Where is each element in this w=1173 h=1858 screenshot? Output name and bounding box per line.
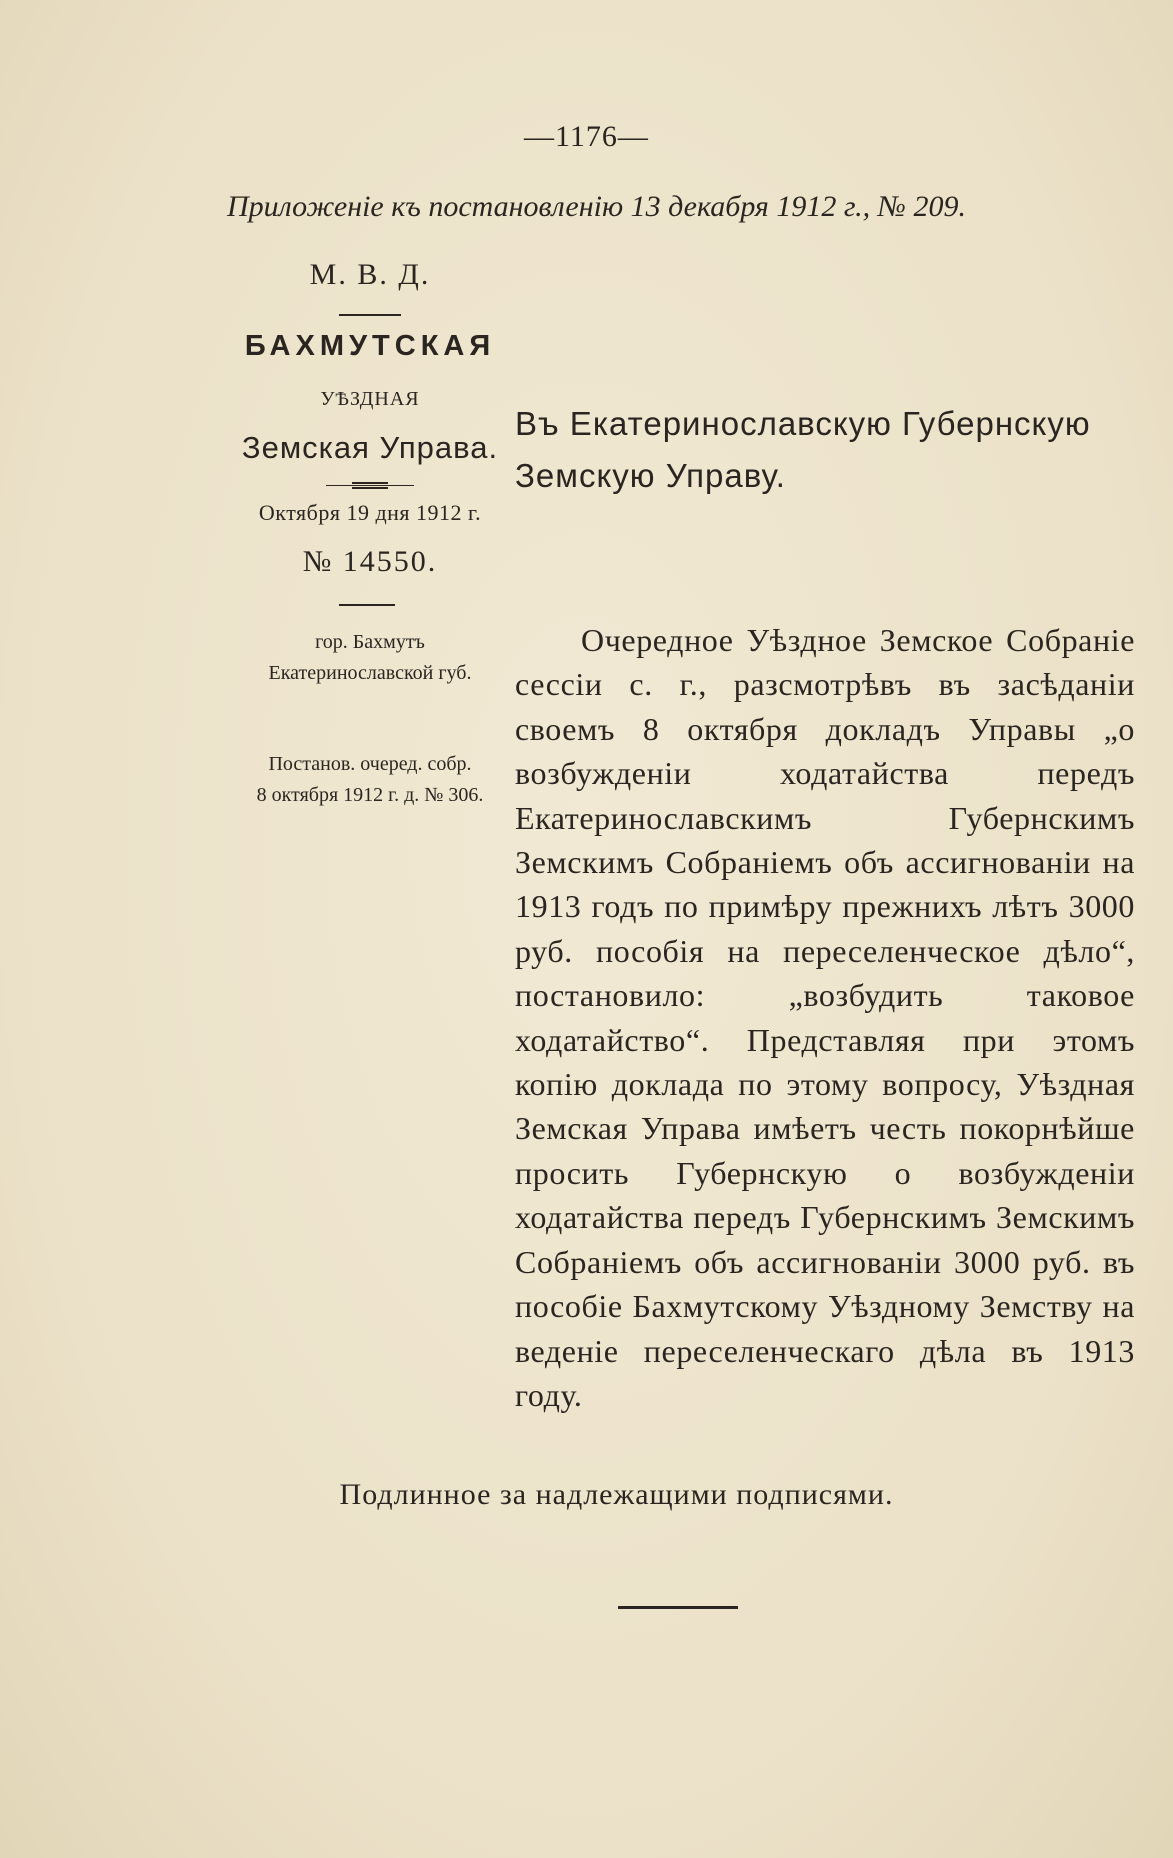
divider-rule-lower	[339, 604, 395, 606]
county-label: УѢЗДНАЯ	[320, 388, 420, 410]
ornament-rule-left	[326, 485, 414, 486]
appendix-note: Приложенiе къ постановленiю 13 декабря 1912 г., № 209.	[227, 190, 966, 223]
divider-rule	[339, 314, 401, 316]
page-number: —1176—	[524, 120, 649, 153]
province-line: Екатеринославской губ.	[268, 662, 472, 684]
resolution-date-line: 8 октября 1912 г. д. № 306.	[256, 784, 484, 806]
end-rule	[618, 1606, 738, 1609]
document-date: Октября 19 дня 1912 г.	[258, 500, 482, 525]
council-name: Земская Управа.	[241, 430, 499, 465]
resolution-reference	[220, 749, 520, 811]
district-name: БАХМУТСКАЯ	[244, 330, 496, 362]
city-line: гор. Бахмутъ	[315, 631, 425, 653]
signature-note: Подлинное за надлежащими подписями.	[339, 1478, 894, 1511]
ornament-rule-center-lower	[352, 487, 388, 489]
resolution-line: Постанов. очеред. собр.	[268, 753, 472, 775]
letter-body: Очередное Уѣздное Земское Собранiе сессiи с. г., разсмотрѣвъ въ засѣданiи своемъ 8 октября докладъ Управы „о возбужденiи ходатайства передъ Екатеринославскимъ Губернскимъ Земскимъ Собранiемъ объ ассигнованiи на 1913 годъ по примѣру прежнихъ лѣтъ 3000 руб. пособiя на переселенческое дѣло“, постановило: „возбудить таковое ходатайство“. Представляя при этомъ копiю доклада по этому вопросу, Уѣздная Земская Управа имѣетъ честь покорнѣйше просить Губернскую о возбужденiи ходатайства передъ Губернскимъ Земскимъ Собранiемъ объ ассигнованiи 3000 руб. въ пособiе Бахмутскому Уѣздному Земству на веденiе переселенческаго дѣла въ 1913 году.	[515, 622, 1135, 1413]
ministry-abbreviation: М. В. Д.	[309, 258, 431, 291]
addressee: Въ Екатеринославскую Губернскую Земскую Управу.	[515, 405, 1091, 494]
document-number: № 14550.	[302, 545, 438, 578]
ornament-rule-center	[352, 482, 388, 484]
city-block	[220, 627, 520, 689]
